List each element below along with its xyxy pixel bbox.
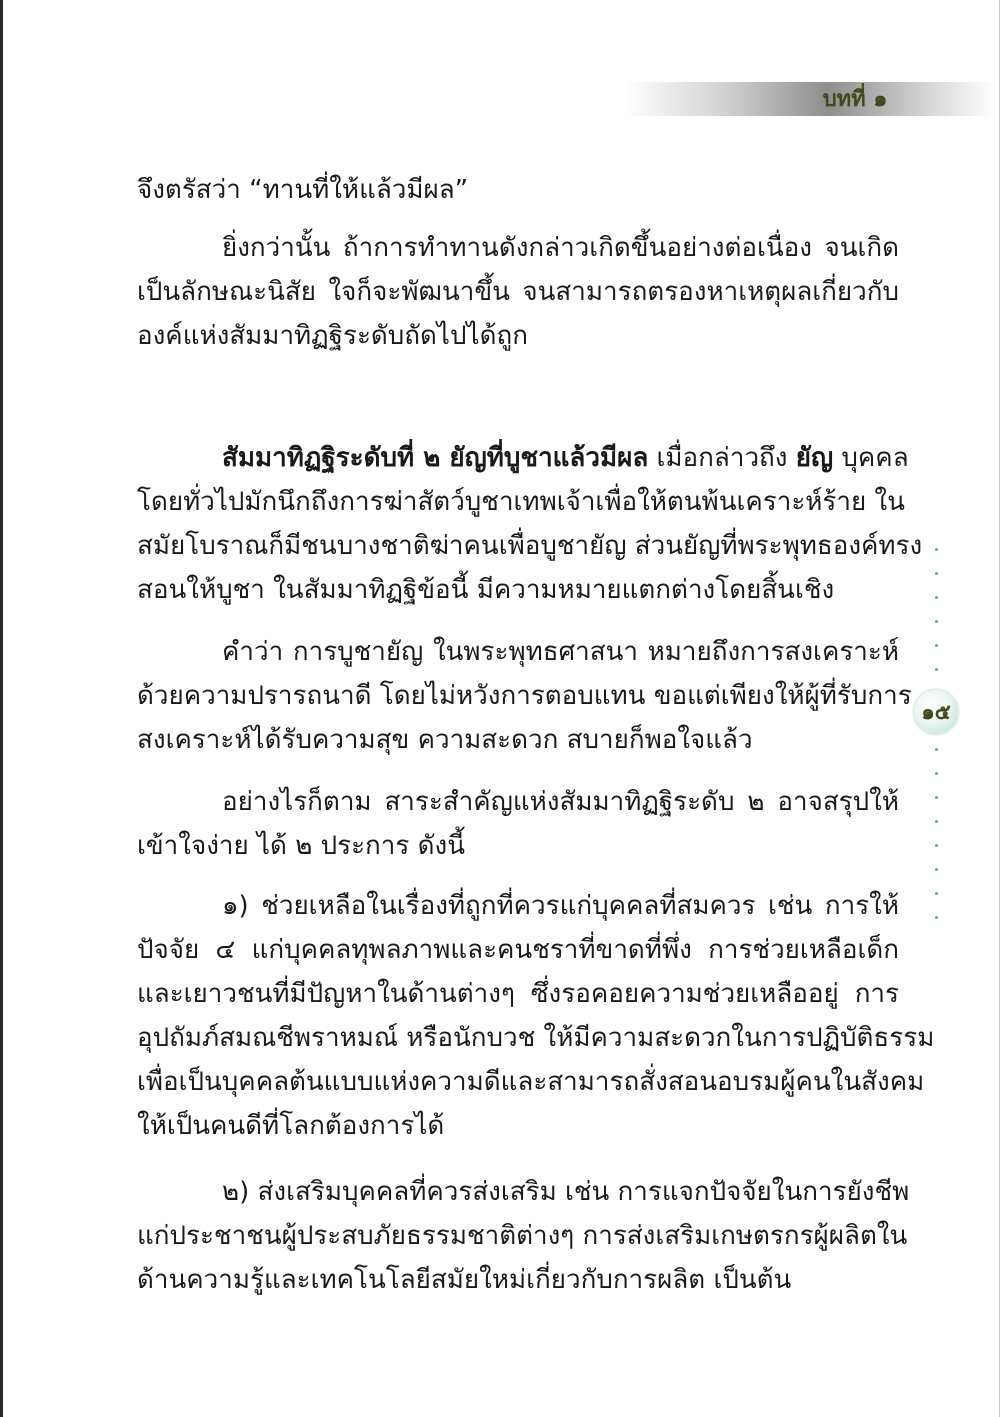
text-line: ปัจจัย ๔ แก่บุคคลทุพลภาพและคนชราที่ขาดที่พึ่ง การช่วยเหลือเด็ก [137,935,899,965]
paragraph-2 [137,226,899,358]
decorative-dot [935,668,938,671]
decorative-dot [935,892,938,895]
text-line: เข้าใจง่าย ได้ ๒ ประการ ดังนี้ [137,831,465,861]
text-line: ยิ่งกว่านั้น ถ้าการทำทานดังกล่าวเกิดขึ้นอย่างต่อเนื่อง จนเกิด [222,233,899,263]
text-line: ด้านความรู้และเทคโนโลยีสมัยใหม่เกี่ยวกับการผลิต เป็นต้น [137,1265,792,1295]
paragraph-4 [137,630,912,762]
decorative-dot [935,572,938,575]
text-line: เป็นลักษณะนิสัย ใจก็จะพัฒนาขึ้น จนสามารถตรองหาเหตุผลเกี่ยวกับ [137,277,899,307]
section-heading: สัมมาทิฏฐิระดับที่ ๒ ยัญที่บูชาแล้วมีผล [222,443,649,473]
text-line: สมัยโบราณก็มีชนบางชาติฆ่าคนเพื่อบูชายัญ ส่วนยัญที่พระพุทธองค์ทรง [137,531,923,561]
paragraph-5 [137,780,899,868]
text-run: บุคคล [833,443,909,473]
text-line: จึงตรัสว่า “ทานที่ให้แล้วมีผล” [137,175,469,205]
text-line: เพื่อเป็นบุคคลต้นแบบแห่งความดีและสามารถสั่งสอนอบรมผู้คนในสังคม [137,1067,925,1097]
text-line: องค์แห่งสัมมาทิฏฐิระดับถัดไปได้ถูก [137,321,528,351]
decorative-dot [935,772,938,775]
decorative-dot [935,644,938,647]
decorative-dot [935,596,938,599]
text-line: แก่ประชาชนผู้ประสบภัยธรรมชาติต่างๆ การส่งเสริมเกษตรกรผู้ผลิตใน [137,1221,908,1251]
text-line: โดยทั่วไปมักนึกถึงการฆ่าสัตว์บูชาเทพเจ้าเพื่อให้ตนพ้นเคราะห์ร้าย ใน [137,487,905,517]
text-line: ๒) ส่งเสริมบุคคลที่ควรส่งเสริม เช่น การแจกปัจจัยในการยังชีพ [222,1177,910,1207]
decorative-dot [935,820,938,823]
decorative-dot [935,796,938,799]
text-line: สงเคราะห์ได้รับความสุข ความสะดวก สบายก็พอใจแล้ว [137,725,753,755]
text-line: ให้เป็นคนดีที่โลกต้องการได้ [137,1111,445,1141]
text-line: อย่างไรก็ตาม สาระสำคัญแห่งสัมมาทิฏฐิระดับ ๒ อาจสรุปให้ [222,787,899,817]
text-run: เมื่อกล่าวถึง [648,443,796,473]
keyword: ยัญ [795,443,834,473]
paragraph-6 [137,884,935,1148]
decorative-dot [935,748,938,751]
paragraph-1 [137,168,899,212]
paragraph-3 [137,436,923,612]
decorative-dot [935,548,938,551]
page-number-badge: ๑๕ [914,690,958,734]
text-line: อุปถัมภ์สมณชีพราหมณ์ หรือนักบวช ให้มีความสะดวกในการปฏิบัติธรรม [137,1023,935,1053]
text-line-heading [137,436,909,480]
chapter-label: บทที่ ๑ [822,86,888,112]
decorative-dot [935,844,938,847]
text-line: คำว่า การบูชายัญ ในพระพุทธศาสนา หมายถึงการสงเคราะห์ [222,637,899,667]
decorative-dot [935,868,938,871]
page-edge-left [0,0,3,1417]
text-line: สอนให้บูชา ในสัมมาทิฏฐิข้อนี้ มีความหมายแตกต่างโดยสิ้นเชิง [137,575,835,605]
decorative-dot [935,620,938,623]
text-line: และเยาวชนที่มีปัญหาในด้านต่างๆ ซึ่งรอคอยความช่วยเหลืออยู่ การ [137,979,899,1009]
text-line: ด้วยความปรารถนาดี โดยไม่หวังการตอบแทน ขอแต่เพียงให้ผู้ที่รับการ [137,681,912,711]
text-line: ๑) ช่วยเหลือในเรื่องที่ถูกที่ควรแก่บุคคลที่สมควร เช่น การให้ [222,891,899,921]
paragraph-7 [137,1170,910,1302]
decorative-dot [935,916,938,919]
